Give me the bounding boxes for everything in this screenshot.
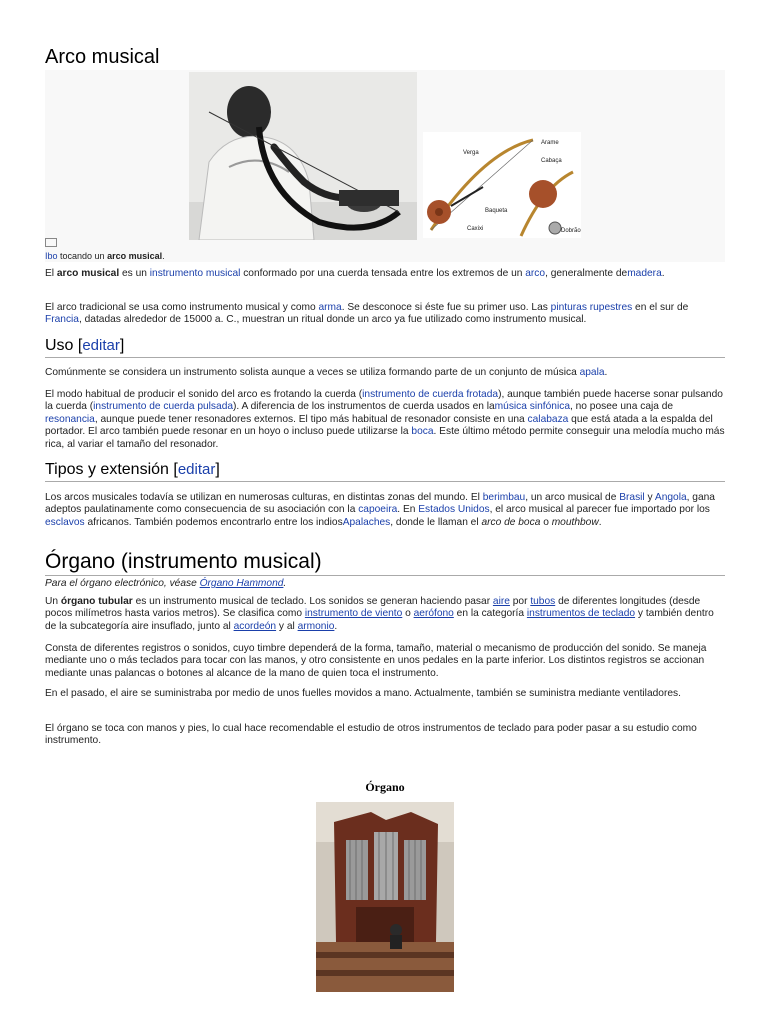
- link-esclavos[interactable]: esclavos: [45, 516, 85, 528]
- link-instrumentos-de-teclado[interactable]: instrumentos de teclado: [526, 608, 636, 620]
- link-organo-hammond[interactable]: Órgano Hammond: [199, 578, 284, 589]
- label-cabaca: Cabaça: [541, 158, 562, 164]
- label-verga: Verga: [463, 150, 479, 156]
- link-cuerda-frotada[interactable]: instrumento de cuerda frotada: [362, 389, 499, 400]
- organ-photo[interactable]: [316, 802, 454, 992]
- link-brasil[interactable]: Brasil: [619, 492, 645, 503]
- paragraph: Un órgano tubular es un instrumento musical de teclado. Los sonidos se generan haciendo pasar aire por tubos de diferentes longitudes (desde pocos milímetros hasta varios metros). Se clasifica como instrumento de viento o aerófono en la categoría instrumentos de teclado y también dentro de la subcategoría aire insuflado, junto al acordeón y al armonio.: [45, 596, 714, 632]
- berimbau-diagram[interactable]: [423, 132, 581, 238]
- link-madera[interactable]: madera: [627, 268, 662, 279]
- label-baqueta: Baqueta: [485, 208, 508, 214]
- link-instrumento-de-viento[interactable]: instrumento de viento: [304, 608, 403, 620]
- label-arame: Arame: [541, 140, 559, 146]
- link-capoeira[interactable]: capoeira: [358, 504, 398, 516]
- label-dobrao: Dobrão: [561, 228, 581, 234]
- musician-photo[interactable]: [189, 72, 417, 240]
- label-caxixi: Caxixi: [467, 226, 484, 232]
- link-aire[interactable]: aire: [492, 596, 510, 607]
- edit-link-tipos[interactable]: editar: [177, 461, 216, 478]
- link-calabaza[interactable]: calabaza: [527, 413, 569, 425]
- paragraph: El modo habitual de producir el sonido del arco es frotando la cuerda (instrumento de cuerda frotada), aunque también puede hacerse sonar pulsando la cuerda (instrumento de cuerda pulsada). A diferencia de los instrumentos de cuerda usados en lamúsica sinfónica, no posee una caja de resonancia, aunque puede tener resonadores externos. El tipo más habitual de resonador consiste en una calabaza que está atada a la espalda del portador. El arco también puede resonar en un hoyo o incluso puede utilizarse la boca. Este último método permite conseguir una melodía mucho más rica, al variar el tamaño del resonador.: [45, 389, 725, 450]
- link-resonancia[interactable]: resonancia: [45, 413, 95, 425]
- link-apala[interactable]: apala: [579, 367, 605, 378]
- paragraph: En el pasado, el aire se suministraba por medio de unos fuelles movidos a mano. Actualmente, también se suministra mediante ventiladores.: [45, 688, 681, 699]
- paragraph: El arco tradicional se usa como instrumento musical y como arma. Se desconoce si éste fue su primer uso. Las pinturas rupestres en el sur de Francia, datadas alrededor de 15000 a. C., muestran un ritual donde un arco ya fue utilizado como instrumento musical.: [45, 302, 689, 326]
- article-title-arco-musical: Arco musical: [45, 45, 725, 71]
- article-title-organo: Órgano (instrumento musical): [45, 550, 725, 576]
- link-musica-sinfonica[interactable]: música sinfónica: [494, 401, 570, 413]
- figure-box: [45, 70, 725, 262]
- link-estados-unidos[interactable]: Estados Unidos: [418, 504, 490, 516]
- link-boca[interactable]: boca: [411, 426, 434, 438]
- link-cuerda-pulsada[interactable]: instrumento de cuerda pulsada: [93, 401, 234, 413]
- paragraph: Comúnmente se considera un instrumento solista aunque a veces se utiliza formando parte de un conjunto de música apala.: [45, 367, 608, 378]
- paragraph: El arco musical es un instrumento musical conformado por una cuerda tensada entre los extremos de un arco, generalmente demadera.: [45, 268, 665, 279]
- link-armonio[interactable]: armonio: [297, 620, 335, 632]
- paragraph: Consta de diferentes registros o sonidos, cuyo timbre dependerá de la forma, tamaño, material o mecanismo de producción del sonido. Se maneja mediante uno o más teclados para tocar con las manos, y otro consistente en unos pedales en la parte inferior. Los distintos registros se accionan mediante unas palancas o botones al alcance de la mano de quien toca el instrumento.: [45, 643, 707, 679]
- paragraph: El órgano se toca con manos y pies, lo cual hace recomendable el estudio de otros instrumentos de teclado para poder pasar a su estudio como instrumento.: [45, 723, 697, 747]
- link-acordeon[interactable]: acordeón: [233, 620, 277, 632]
- paragraph: Los arcos musicales todavía se utilizan en numerosas culturas, en distintas zonas del mundo. El berimbau, un arco musical de Brasil y Angola, gana adeptos paulatinamente como consecuencia de su asociación con la capoeira. En Estados Unidos, el arco musical al parecer fue importado por los esclavos africanos. También podemos encontrarlo entre los indiosApalaches, donde le llaman el arco de boca o mouthbow.: [45, 492, 715, 528]
- edit-link-uso[interactable]: editar: [82, 337, 120, 354]
- section-heading-uso: Uso [editar]: [45, 336, 725, 358]
- link-arma[interactable]: arma: [318, 302, 342, 313]
- section-heading-tipos: Tipos y extensión [editar]: [45, 460, 725, 482]
- hatnote: Para el órgano electrónico, véase Órgano Hammond.: [45, 578, 287, 589]
- infobox-title: Órgano: [365, 780, 405, 794]
- link-arco[interactable]: arco: [525, 268, 546, 279]
- enlarge-icon[interactable]: [45, 238, 57, 247]
- link-ibo[interactable]: Ibo: [45, 251, 58, 261]
- link-apalaches[interactable]: Apalaches: [342, 516, 391, 528]
- figure-caption: Ibo tocando un arco musical.: [45, 238, 445, 262]
- link-francia[interactable]: Francia: [45, 314, 79, 326]
- link-instrumento-musical[interactable]: instrumento musical: [149, 268, 241, 279]
- link-aerofono[interactable]: aerófono: [413, 608, 454, 620]
- link-berimbau[interactable]: berimbau: [482, 492, 526, 503]
- link-tubos[interactable]: tubos: [530, 596, 556, 607]
- link-pinturas-rupestres[interactable]: pinturas rupestres: [550, 302, 633, 313]
- link-angola[interactable]: Angola: [654, 492, 687, 503]
